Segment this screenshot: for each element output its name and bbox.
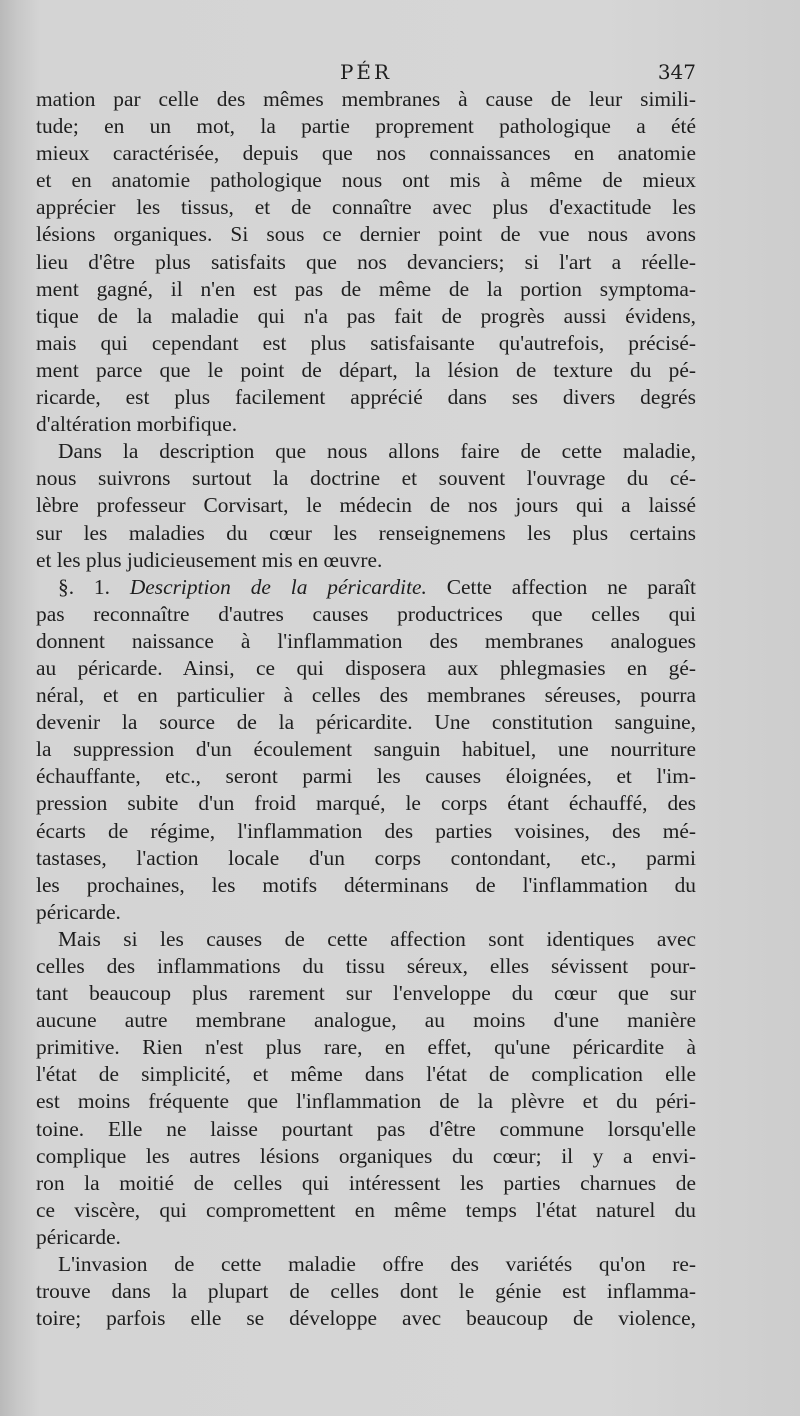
- text-line: nous suivrons surtout la doctrine et souvent l'ouvrage du cé-: [36, 466, 696, 491]
- text-line: est moins fréquente que l'inflammation de la plèvre et du péri-: [36, 1089, 696, 1114]
- text-line: d'altération morbifique.: [36, 412, 238, 437]
- text-line: l'état de simplicité, et même dans l'état de complication elle: [36, 1062, 696, 1087]
- text-line: les prochaines, les motifs déterminans de l'inflammation du: [36, 872, 696, 897]
- text-line: tique de la maladie qui n'a pas fait de progrès aussi évidens,: [36, 303, 696, 328]
- text-line: primitive. Rien n'est plus rare, en effet, qu'une péricardite à: [36, 1035, 696, 1060]
- section-first-line-text: Cette affection ne paraît: [426, 574, 696, 599]
- text-line: pression subite d'un froid marqué, le corps étant échauffé, des: [36, 791, 696, 816]
- text-line: lèbre professeur Corvisart, le médecin de nos jours qui a laissé: [36, 493, 696, 518]
- text-line: mieux caractérisée, depuis que nos connaissances en anatomie: [36, 141, 696, 166]
- section-first-line: [36, 574, 696, 601]
- section-title: Description de la péricardite.: [129, 574, 427, 599]
- paragraph-3: [36, 574, 696, 926]
- text-line: écarts de régime, l'inflammation des parties voisines, des mé-: [36, 818, 696, 843]
- text-line: trouve dans la plupart de celles dont le génie est inflamma-: [36, 1279, 696, 1304]
- text-line: tastases, l'action locale d'un corps contondant, etc., parmi: [36, 845, 696, 870]
- text-line: au péricarde. Ainsi, ce qui disposera aux phlegmasies en gé-: [36, 655, 696, 680]
- page-number: 347: [657, 60, 696, 84]
- paragraph-4: [36, 926, 696, 1251]
- text-line: ment gagné, il n'en est pas de même de la portion symptoma-: [36, 276, 696, 301]
- text-line: donnent naissance à l'inflammation des membranes analogues: [36, 628, 696, 653]
- text-line: sur les maladies du cœur les renseignemens les plus certains: [36, 520, 696, 545]
- text-line: la suppression d'un écoulement sanguin habituel, une nourriture: [36, 737, 696, 762]
- text-line: aucune autre membrane analogue, au moins d'une manière: [36, 1008, 696, 1033]
- text-line: ricarde, est plus facilement apprécié dans ses divers degrés: [36, 385, 696, 410]
- text-line: L'invasion de cette maladie offre des variétés qu'on re-: [58, 1252, 696, 1277]
- body-text: [36, 86, 696, 1332]
- text-line: devenir la source de la péricardite. Une constitution sanguine,: [36, 710, 696, 735]
- text-line: tant beaucoup plus rarement sur l'enveloppe du cœur que sur: [36, 981, 696, 1006]
- text-line: lieu d'être plus satisfaits que nos devanciers; si l'art a réelle-: [36, 249, 696, 274]
- paragraph-5: [36, 1251, 696, 1332]
- text-line: Mais si les causes de cette affection sont identiques avec: [58, 926, 696, 951]
- text-line: mais qui cependant est plus satisfaisante qu'autrefois, précisé-: [36, 330, 696, 355]
- section-number: §. 1.: [58, 574, 130, 599]
- text-line: mation par celle des mêmes membranes à cause de leur simili-: [36, 87, 696, 111]
- text-line: néral, et en particulier à celles des membranes séreuses, pourra: [36, 683, 696, 708]
- text-line: lésions organiques. Si sous ce dernier point de vue nous avons: [36, 222, 696, 247]
- text-line: ce viscère, qui compromettent en même temps l'état naturel du: [36, 1197, 696, 1222]
- text-line: et les plus judicieusement mis en œuvre.: [36, 547, 383, 572]
- text-line: pas reconnaître d'autres causes productrices que celles qui: [36, 601, 696, 626]
- text-line: et en anatomie pathologique nous ont mis à même de mieux: [36, 168, 696, 193]
- text-line: toire; parfois elle se développe avec beaucoup de violence,: [36, 1306, 696, 1331]
- running-title: PÉR: [339, 60, 393, 84]
- text-line: toine. Elle ne laisse pourtant pas d'être commune lorsqu'elle: [36, 1116, 696, 1141]
- text-line: Dans la description que nous allons faire de cette maladie,: [58, 439, 696, 464]
- paragraph-1: [36, 86, 696, 438]
- text-line: tude; en un mot, la partie proprement pathologique a été: [36, 114, 696, 139]
- text-line: ron la moitié de celles qui intéressent les parties charnues de: [36, 1170, 696, 1195]
- paragraph-2: [36, 438, 696, 573]
- text-line: péricarde.: [36, 899, 121, 924]
- text-line: apprécier les tissus, et de connaître avec plus d'exactitude les: [36, 195, 696, 220]
- text-line: échauffante, etc., seront parmi les causes éloignées, et l'im-: [36, 764, 696, 789]
- text-line: complique les autres lésions organiques du cœur; il y a envi-: [36, 1143, 696, 1168]
- text-line: celles des inflammations du tissu séreux, elles sévissent pour-: [36, 954, 696, 978]
- text-line: péricarde.: [36, 1224, 121, 1249]
- text-line: ment parce que le point de départ, la lésion de texture du pé-: [36, 357, 696, 382]
